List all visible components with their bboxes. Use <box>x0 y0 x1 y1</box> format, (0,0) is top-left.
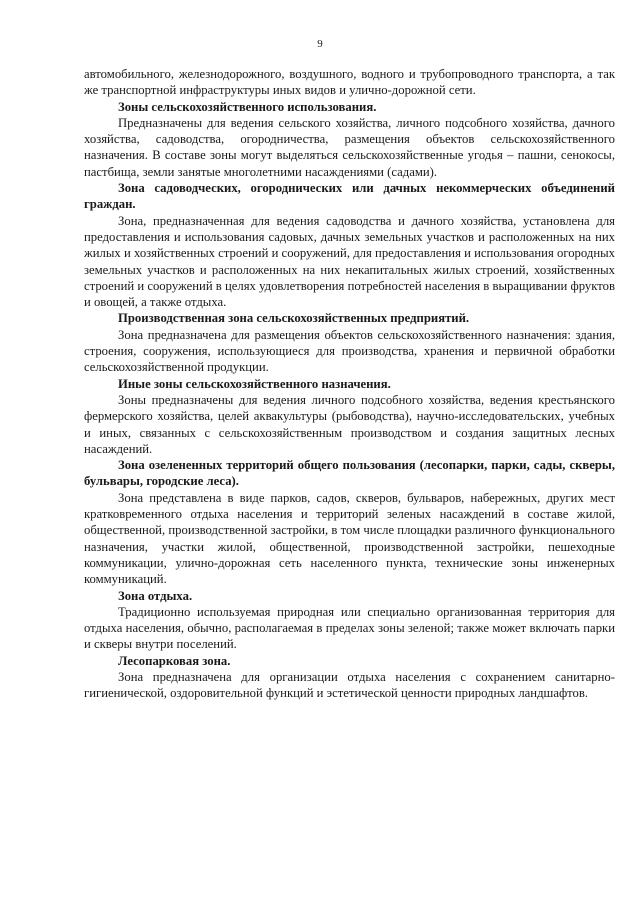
paragraph: Зона представлена в виде парков, садов, скверов, бульваров, набережных, других мест кратковременного отдыха населения и территорий зеленых насаждений в составе жилой, общественной, производственной застройки, в том числе площадки различного функционального назначения, участки жилой, общественной, производственной застройки, пешеходные коммуникации, улично-дорожная сеть населенного пункта, технические зоны инженерных коммуникаций. <box>84 490 615 587</box>
paragraph: Зоны предназначены для ведения личного подсобного хозяйства, ведения крестьянского фермерского хозяйства, целей аквакультуры (рыбоводства), научно-исследовательских, учебных и иных, связанных с сельскохозяйственным производством и создания защитных лесных насаждений. <box>84 392 615 456</box>
section-heading: Зоны сельскохозяйственного использования. <box>118 99 377 114</box>
section-heading: Производственная зона сельскохозяйственных предприятий. <box>118 311 470 326</box>
section-heading: Зона садоводческих, огороднических или дачных некоммерческих объединений граждан. <box>84 181 615 212</box>
document-body <box>84 66 615 702</box>
paragraph: Предназначены для ведения сельского хозяйства, личного подсобного хозяйства, дачного хозяйства, садоводства, огородничества, размещения объектов сельскохозяйственного назначения. В составе зоны могут выделяться сельскохозяйственные угодья – пашни, сенокосы, пастбища, земли занятые многолетними насаждениями (садами). <box>84 115 615 179</box>
section-heading: Зона озелененных территорий общего пользования (лесопарки, парки, сады, скверы, бульвары, городские леса). <box>84 458 615 489</box>
page-number: 9 <box>317 38 323 50</box>
paragraph: Зона, предназначенная для ведения садоводства и дачного хозяйства, установлена для предоставления и использования садовых, дачных земельных участков и расположенных на них жилых и хозяйственных строений и сооружений, для предоставления и использования огородных земельных участков и расположенных на них некапитальных жилых строений, хозяйственных строений и сооружений в целях удовлетворения потребностей населения в выращивании фруктов и овощей, а также отдыха. <box>84 213 615 310</box>
paragraph: Традиционно используемая природная или специально организованная территория для отдыха населения, обычно, располагаемая в пределах зоны зеленой; также может включать парки и скверы внутри поселений. <box>84 604 615 652</box>
paragraph: Зона предназначена для организации отдыха населения с сохранением санитарно-гигиенической, оздоровительной функций и эстетической ценности природных ландшафтов. <box>84 669 615 701</box>
section-heading: Зона отдыха. <box>118 588 193 603</box>
paragraph: Зона предназначена для размещения объектов сельскохозяйственного назначения: здания, строения, сооружения, использующиеся для производства, хранения и первичной обработки сельскохозяйственной продукции. <box>84 327 615 375</box>
section-heading: Лесопарковая зона. <box>118 653 231 668</box>
section-heading: Иные зоны сельскохозяйственного назначения. <box>118 376 391 391</box>
paragraph: автомобильного, железнодорожного, воздушного, водного и трубопроводного транспорта, а так же транспортной инфраструктуры иных видов и улично-дорожной сети. <box>84 67 615 98</box>
